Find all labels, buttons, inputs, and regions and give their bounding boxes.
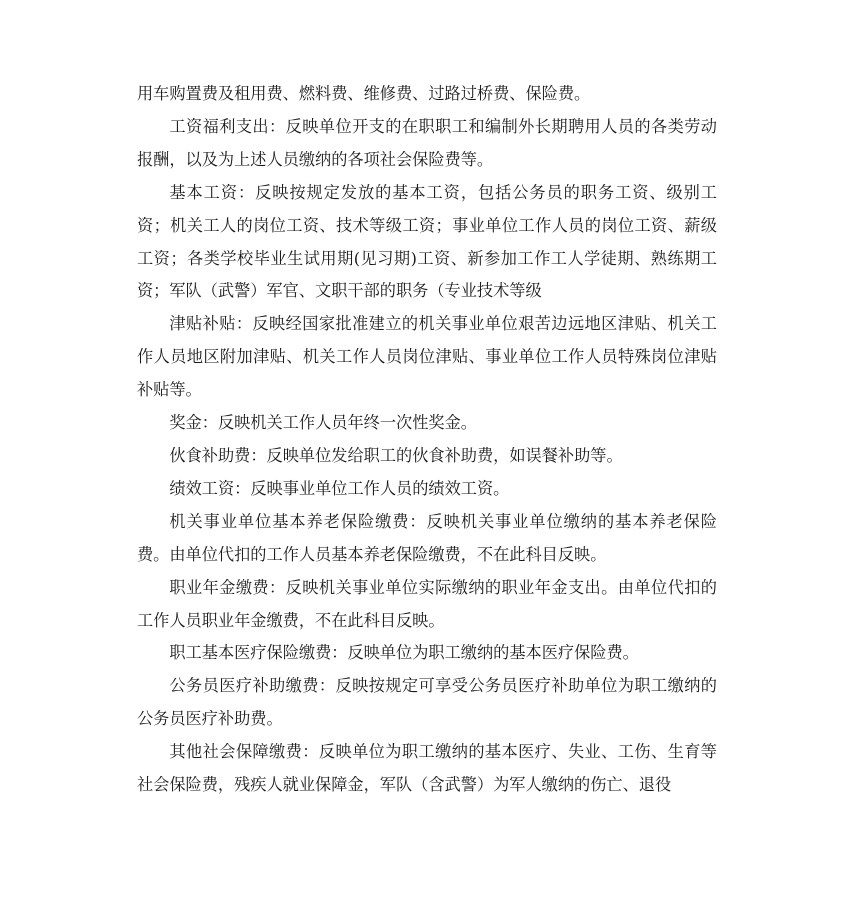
paragraph-continuation: 用车购置费及租用费、燃料费、维修费、过路过桥费、保险费。 xyxy=(137,84,591,103)
paragraph-medical-insurance: 职工基本医疗保险缴费：反映单位为职工缴纳的基本医疗保险费。 xyxy=(169,643,639,663)
paragraph-occupational-annuity: 职业年金缴费：反映机关事业单位实际缴纳的职业年金支出。由单位代扣的工作人员职业年金缴费，不在此科目反映。 xyxy=(137,577,717,630)
paragraph-performance-pay: 绩效工资：反映事业单位工作人员的绩效工资。 xyxy=(169,478,510,498)
paragraph-basic-salary: 基本工资：反映按规定发放的基本工资，包括公务员的职务工资、级别工资；机关工人的岗位工资、技术等级工资；事业单位工作人员的岗位工资、薪级工资；各类学校毕业生试用期(见习期)工资、新参加工作工人学徒期、熟练期工资；军队（武警）军官、文职干部的职务（专业技术等级 xyxy=(137,182,717,301)
document-body xyxy=(137,78,717,802)
paragraph-meal-subsidy: 伙食补助费：反映单位发给职工的伙食补助费，如误餐补助等。 xyxy=(169,445,623,465)
paragraph-civil-servant-medical: 公务员医疗补助缴费：反映按规定可享受公务员医疗补助单位为职工缴纳的公务员医疗补助费。 xyxy=(137,676,717,729)
paragraph-allowance: 津贴补贴：反映经国家批准建立的机关事业单位艰苦边远地区津贴、机关工作人员地区附加津贴、机关工作人员岗位津贴、事业单位工作人员特殊岗位津贴补贴等。 xyxy=(137,314,717,400)
paragraph-bonus: 奖金：反映机关工作人员年终一次性奖金。 xyxy=(169,413,477,433)
paragraph-pension-insurance: 机关事业单位基本养老保险缴费：反映机关事业单位缴纳的基本养老保险费。由单位代扣的工作人员基本养老保险缴费，不在此科目反映。 xyxy=(137,511,717,564)
paragraph-salary-welfare: 工资福利支出：反映单位开支的在职职工和编制外长期聘用人员的各类劳动报酬，以及为上述人员缴纳的各项社会保险费等。 xyxy=(137,116,717,169)
paragraph-other-social-security: 其他社会保障缴费：反映单位为职工缴纳的基本医疗、失业、工伤、生育等社会保险费，残疾人就业保障金，军队（含武警）为军人缴纳的伤亡、退役 xyxy=(137,742,717,795)
